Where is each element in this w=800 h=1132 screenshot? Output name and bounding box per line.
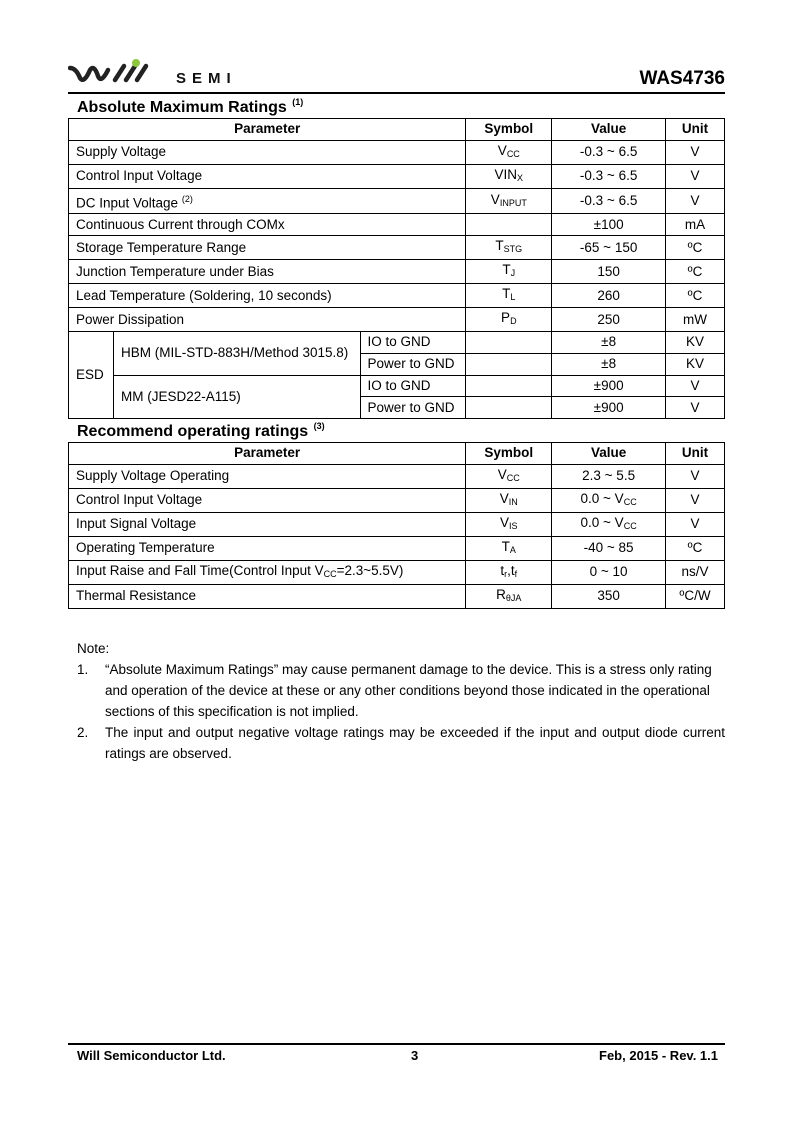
value-cell: 0.0 ~ $V_{CC}$ bbox=[552, 488, 666, 512]
table-row bbox=[69, 164, 725, 188]
notes-section bbox=[77, 638, 725, 764]
param-cell: Supply Voltage bbox=[69, 140, 466, 164]
table-row bbox=[69, 214, 725, 236]
table-row bbox=[69, 260, 725, 284]
value-cell: 2.3 ~ 5.5 bbox=[552, 464, 666, 488]
table-row bbox=[69, 488, 725, 512]
symbol-cell bbox=[466, 375, 552, 397]
note-item bbox=[77, 659, 725, 722]
value-cell: 260 bbox=[552, 284, 666, 308]
column-header: Parameter bbox=[69, 443, 466, 465]
symbol-cell bbox=[466, 353, 552, 375]
value-cell: -0.3 ~ 6.5 bbox=[552, 164, 666, 188]
table-row bbox=[69, 236, 725, 260]
column-header: Unit bbox=[666, 119, 725, 141]
param-cell: Supply Voltage Operating bbox=[69, 464, 466, 488]
param-cell: Thermal Resistance bbox=[69, 584, 466, 608]
value-cell: 0 ~ 10 bbox=[552, 560, 666, 584]
footer-rule bbox=[68, 1043, 725, 1045]
page-header bbox=[68, 58, 725, 94]
unit-cell: V bbox=[666, 512, 725, 536]
value-cell: ±900 bbox=[552, 397, 666, 419]
table-row bbox=[69, 584, 725, 608]
symbol-cell: $V_{CC}$ bbox=[466, 464, 552, 488]
will-semi-logo bbox=[68, 58, 168, 90]
param-cell: Control Input Voltage bbox=[69, 164, 466, 188]
symbol-cell: $T_{STG}$ bbox=[466, 236, 552, 260]
symbol-cell: $V_{IN}$ bbox=[466, 488, 552, 512]
param-cell: Operating Temperature bbox=[69, 536, 466, 560]
note-item bbox=[77, 722, 725, 764]
unit-cell: V bbox=[666, 164, 725, 188]
note-number: 1. bbox=[77, 662, 89, 677]
value-cell: -40 ~ 85 bbox=[552, 536, 666, 560]
table-row bbox=[69, 512, 725, 536]
param-cell: DC Input Voltage $^{(2)}$ bbox=[69, 188, 466, 214]
esd-label-cell: ESD bbox=[69, 332, 114, 419]
symbol-cell: $V_{INPUT}$ bbox=[466, 188, 552, 214]
param-cell: Junction Temperature under Bias bbox=[69, 260, 466, 284]
unit-cell: V bbox=[666, 188, 725, 214]
symbol-cell: $T_A$ bbox=[466, 536, 552, 560]
unit-cell: ºC bbox=[666, 260, 725, 284]
table-row bbox=[69, 560, 725, 584]
esd-mm-cell: MM (JESD22-A115) bbox=[113, 375, 360, 419]
value-cell: 150 bbox=[552, 260, 666, 284]
unit-cell: mW bbox=[666, 308, 725, 332]
column-header: Symbol bbox=[466, 119, 552, 141]
column-header: Value bbox=[552, 119, 666, 141]
abs-max-heading: Absolute Maximum Ratings $^{(1)}$ bbox=[77, 97, 304, 116]
value-cell: ±100 bbox=[552, 214, 666, 236]
table-header-row bbox=[69, 443, 725, 465]
value-cell: 250 bbox=[552, 308, 666, 332]
symbol-cell: $VIN_X$ bbox=[466, 164, 552, 188]
param-cell: Input Raise and Fall Time(Control Input $V_{CC}=2.3\sim 5.5V$) bbox=[69, 560, 466, 584]
note-text: “Absolute Maximum Ratings” may cause permanent damage to the device. This is a stress only rating and operation of the device at these or any other conditions beyond those indicated in the operational sections of this specification is not implied. bbox=[105, 662, 712, 719]
rec-op-heading: Recommend operating ratings $^{(3)}$ bbox=[77, 421, 325, 440]
column-header: Unit bbox=[666, 443, 725, 465]
column-header: Symbol bbox=[466, 443, 552, 465]
unit-cell: V bbox=[666, 488, 725, 512]
unit-cell: ºC bbox=[666, 536, 725, 560]
param-cell: Lead Temperature (Soldering, 10 seconds) bbox=[69, 284, 466, 308]
abs-max-table bbox=[68, 118, 725, 419]
symbol-cell: $V_{IS}$ bbox=[466, 512, 552, 536]
unit-cell: ºC/W bbox=[666, 584, 725, 608]
header-rule bbox=[68, 92, 725, 94]
symbol-cell bbox=[466, 214, 552, 236]
symbol-cell: $R_{\theta JA}$ bbox=[466, 584, 552, 608]
param-cell: Input Signal Voltage bbox=[69, 512, 466, 536]
esd-condition-cell: IO to GND bbox=[360, 375, 466, 397]
table-row bbox=[69, 188, 725, 214]
column-header: Value bbox=[552, 443, 666, 465]
footer-company: Will Semiconductor Ltd. bbox=[77, 1048, 226, 1063]
notes-heading: Note: bbox=[77, 641, 110, 656]
unit-cell: V bbox=[666, 397, 725, 419]
unit-cell: mA bbox=[666, 214, 725, 236]
rec-op-table bbox=[68, 442, 725, 609]
table-header-row bbox=[69, 119, 725, 141]
table-row bbox=[69, 332, 725, 354]
unit-cell: V bbox=[666, 464, 725, 488]
esd-condition-cell: IO to GND bbox=[360, 332, 466, 354]
unit-cell: KV bbox=[666, 332, 725, 354]
value-cell: -0.3 ~ 6.5 bbox=[552, 188, 666, 214]
value-cell: ±900 bbox=[552, 375, 666, 397]
value-cell: ±8 bbox=[552, 353, 666, 375]
param-cell: Storage Temperature Range bbox=[69, 236, 466, 260]
table-row bbox=[69, 308, 725, 332]
symbol-cell bbox=[466, 332, 552, 354]
symbol-cell: $T_L$ bbox=[466, 284, 552, 308]
table-row bbox=[69, 536, 725, 560]
param-cell: Continuous Current through COMx bbox=[69, 214, 466, 236]
unit-cell: ºC bbox=[666, 236, 725, 260]
unit-cell: ns/V bbox=[666, 560, 725, 584]
value-cell: -65 ~ 150 bbox=[552, 236, 666, 260]
value-cell: -0.3 ~ 6.5 bbox=[552, 140, 666, 164]
esd-hbm-cell: HBM (MIL-STD-883H/Method 3015.8) bbox=[113, 332, 360, 376]
value-cell: 0.0 ~ $V_{CC}$ bbox=[552, 512, 666, 536]
table-row bbox=[69, 464, 725, 488]
param-cell: Power Dissipation bbox=[69, 308, 466, 332]
symbol-cell: $V_{CC}$ bbox=[466, 140, 552, 164]
table-row bbox=[69, 140, 725, 164]
value-cell: 350 bbox=[552, 584, 666, 608]
symbol-cell bbox=[466, 397, 552, 419]
unit-cell: KV bbox=[666, 353, 725, 375]
footer-revision: Feb, 2015 - Rev. 1.1 bbox=[599, 1048, 718, 1063]
unit-cell: V bbox=[666, 140, 725, 164]
note-number: 2. bbox=[77, 725, 89, 740]
table-row bbox=[69, 284, 725, 308]
document-title: WAS4736 bbox=[639, 68, 725, 89]
value-cell: ±8 bbox=[552, 332, 666, 354]
symbol-cell: $P_D$ bbox=[466, 308, 552, 332]
param-cell: Control Input Voltage bbox=[69, 488, 466, 512]
esd-condition-cell: Power to GND bbox=[360, 397, 466, 419]
symbol-cell: $t_r,t_f$ bbox=[466, 560, 552, 584]
note-text: The input and output negative voltage ratings may be exceeded if the input and output diode current ratings are observed. bbox=[105, 725, 725, 761]
unit-cell: V bbox=[666, 375, 725, 397]
esd-condition-cell: Power to GND bbox=[360, 353, 466, 375]
table-row bbox=[69, 375, 725, 397]
symbol-cell: $T_J$ bbox=[466, 260, 552, 284]
column-header: Parameter bbox=[69, 119, 466, 141]
logo-text: SEMI bbox=[176, 70, 237, 87]
unit-cell: ºC bbox=[666, 284, 725, 308]
footer-page-number: 3 bbox=[411, 1048, 419, 1063]
